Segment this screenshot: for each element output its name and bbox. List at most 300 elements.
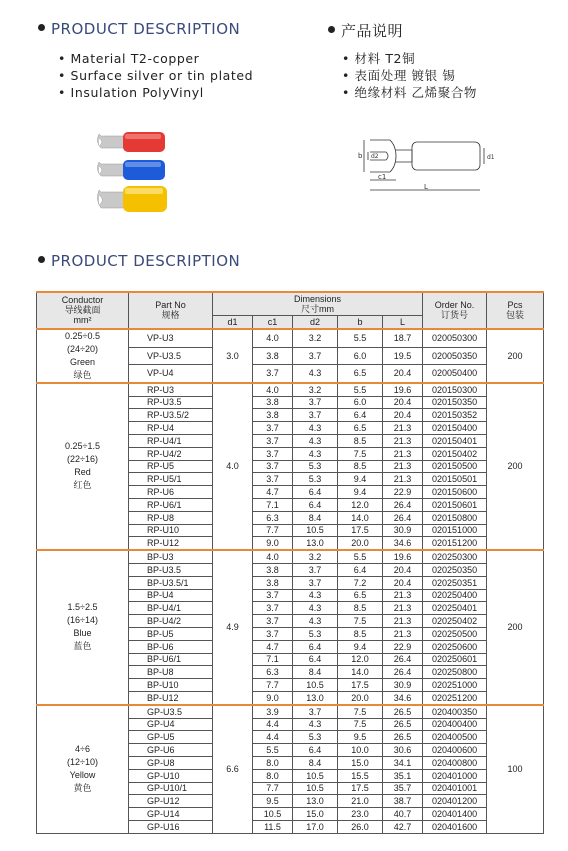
c1-cell: 11.5: [253, 820, 293, 833]
L-cell: 21.3: [383, 447, 423, 460]
d1-cell: 6.6: [213, 705, 253, 833]
b-cell: 6.5: [338, 365, 383, 383]
b-cell: 7.5: [338, 615, 383, 628]
header-d2: d2: [293, 316, 338, 329]
b-cell: 9.4: [338, 486, 383, 499]
c1-cell: 4.0: [253, 383, 293, 396]
part-no-cell: RP-U8: [129, 511, 213, 524]
part-no-cell: VP-U3: [129, 329, 213, 347]
header-part-en: Part No: [155, 300, 186, 311]
d2-cell: 8.4: [293, 511, 338, 524]
table-row: [37, 705, 544, 718]
b-cell: 12.0: [338, 653, 383, 666]
header-dims-cn: 尺寸mm: [301, 304, 335, 314]
order-no-cell: 020250500: [423, 627, 487, 640]
d2-cell: 4.3: [293, 422, 338, 435]
c1-cell: 4.4: [253, 731, 293, 744]
d2-cell: 10.5: [293, 782, 338, 795]
b-cell: 14.0: [338, 511, 383, 524]
L-cell: 38.7: [383, 795, 423, 808]
b-cell: 5.5: [338, 550, 383, 563]
order-no-cell: 020250600: [423, 640, 487, 653]
order-no-cell: 020400350: [423, 705, 487, 718]
header-conductor: [37, 292, 129, 329]
part-no-cell: BP-U12: [129, 691, 213, 704]
part-no-cell: RP-U6/1: [129, 498, 213, 511]
order-no-cell: 020400800: [423, 756, 487, 769]
part-no-cell: BP-U4: [129, 589, 213, 602]
part-no-cell: GP-U12: [129, 795, 213, 808]
c1-cell: 3.8: [253, 396, 293, 409]
order-no-cell: 020250300: [423, 550, 487, 563]
part-no-cell: GP-U3.5: [129, 705, 213, 718]
L-cell: 40.7: [383, 808, 423, 821]
header-c1: c1: [253, 316, 293, 329]
b-cell: 20.0: [338, 691, 383, 704]
part-no-cell: RP-U4/1: [129, 434, 213, 447]
section-title-cn-text: 产品说明: [341, 22, 404, 40]
header-conductor-cn: 导线截面: [64, 305, 101, 316]
d2-cell: 13.0: [293, 537, 338, 550]
part-no-cell: RP-U3: [129, 383, 213, 396]
L-cell: 35.1: [383, 769, 423, 782]
c1-cell: 7.7: [253, 524, 293, 537]
c1-cell: 3.7: [253, 447, 293, 460]
spec-item: • 材料 T2铜: [342, 51, 416, 66]
L-cell: 21.3: [383, 434, 423, 447]
order-no-cell: 020401400: [423, 808, 487, 821]
d1-cell: 3.0: [213, 329, 253, 383]
c1-cell: 9.0: [253, 537, 293, 550]
diagram-label-c1: c1: [378, 173, 387, 181]
L-cell: 30.9: [383, 679, 423, 692]
order-no-cell: 020150501: [423, 473, 487, 486]
b-cell: 7.5: [338, 705, 383, 718]
conductor-line: 绿色: [73, 369, 92, 380]
d2-cell: 3.7: [293, 396, 338, 409]
spec-table-body: [37, 329, 544, 833]
b-cell: 6.5: [338, 589, 383, 602]
conductor-line: (16÷14): [67, 615, 98, 626]
L-cell: 26.5: [383, 705, 423, 718]
diagram-label-b: b: [358, 152, 363, 160]
spec-item: • Insulation PolyVinyl: [58, 85, 204, 100]
order-no-cell: 020150401: [423, 434, 487, 447]
part-no-cell: GP-U10/1: [129, 782, 213, 795]
b-cell: 6.4: [338, 563, 383, 576]
c1-cell: 3.7: [253, 365, 293, 383]
b-cell: 15.5: [338, 769, 383, 782]
c1-cell: 3.8: [253, 576, 293, 589]
b-cell: 6.0: [338, 347, 383, 365]
conductor-line: 0.25÷1.5: [65, 441, 100, 452]
header-pcs: [487, 292, 544, 329]
b-cell: 6.4: [338, 409, 383, 422]
conductor-line: (24÷20): [67, 343, 98, 354]
order-no-cell: 020250351: [423, 576, 487, 589]
spec-item: • 绝缘材料 乙烯聚合物: [342, 85, 478, 100]
b-cell: 15.0: [338, 756, 383, 769]
header-dims-en: Dimensions: [294, 294, 342, 304]
conductor-line: Blue: [73, 628, 92, 639]
c1-cell: 3.8: [253, 563, 293, 576]
L-cell: 26.5: [383, 718, 423, 731]
c1-cell: 4.0: [253, 329, 293, 347]
section-title-en: [38, 20, 240, 38]
c1-cell: 3.7: [253, 422, 293, 435]
conductor-line: Yellow: [69, 770, 96, 781]
L-cell: 21.3: [383, 602, 423, 615]
d2-cell: 5.3: [293, 460, 338, 473]
d2-cell: 4.3: [293, 615, 338, 628]
d1-cell: 4.9: [213, 550, 253, 705]
header-conductor-unit: mm²: [73, 315, 92, 326]
header-order-cn: 订货号: [441, 310, 469, 321]
d2-cell: 5.3: [293, 627, 338, 640]
part-no-cell: GP-U16: [129, 820, 213, 833]
part-no-cell: GP-U14: [129, 808, 213, 821]
part-no-cell: BP-U10: [129, 679, 213, 692]
d2-cell: 4.3: [293, 434, 338, 447]
L-cell: 42.7: [383, 820, 423, 833]
c1-cell: 7.7: [253, 782, 293, 795]
part-no-cell: RP-U10: [129, 524, 213, 537]
d2-cell: 4.3: [293, 589, 338, 602]
L-cell: 21.3: [383, 460, 423, 473]
b-cell: 7.5: [338, 447, 383, 460]
header-order: [423, 292, 487, 329]
d2-cell: 6.4: [293, 640, 338, 653]
order-no-cell: 020400600: [423, 744, 487, 757]
c1-cell: 3.7: [253, 615, 293, 628]
d2-cell: 13.0: [293, 795, 338, 808]
part-no-cell: BP-U6/1: [129, 653, 213, 666]
pcs-cell: 200: [487, 329, 544, 383]
conductor-line: 1.5÷2.5: [67, 602, 98, 613]
order-no-cell: 020151200: [423, 537, 487, 550]
order-no-cell: 020401000: [423, 769, 487, 782]
d2-cell: 6.4: [293, 498, 338, 511]
L-cell: 19.6: [383, 383, 423, 396]
d2-cell: 8.4: [293, 756, 338, 769]
d2-cell: 13.0: [293, 691, 338, 704]
L-cell: 20.4: [383, 396, 423, 409]
b-cell: 23.0: [338, 808, 383, 821]
part-no-cell: RP-U4: [129, 422, 213, 435]
b-cell: 8.5: [338, 434, 383, 447]
b-cell: 17.5: [338, 679, 383, 692]
header-part-cn: 规格: [161, 310, 180, 321]
header-pcs-en: Pcs: [507, 300, 523, 311]
c1-cell: 7.1: [253, 498, 293, 511]
c1-cell: 7.1: [253, 653, 293, 666]
conductor-line: (12÷10): [67, 757, 98, 768]
order-no-cell: 020400400: [423, 718, 487, 731]
order-no-cell: 020251200: [423, 691, 487, 704]
c1-cell: 3.9: [253, 705, 293, 718]
terminals-photo: [95, 128, 175, 218]
c1-cell: 3.8: [253, 347, 293, 365]
order-no-cell: 020401200: [423, 795, 487, 808]
order-no-cell: 020150352: [423, 409, 487, 422]
terminal-dimension-diagram: [350, 128, 500, 196]
header-dimensions: [213, 292, 423, 316]
part-no-cell: BP-U3.5: [129, 563, 213, 576]
c1-cell: 5.5: [253, 744, 293, 757]
d2-cell: 6.4: [293, 653, 338, 666]
spec-item: • Surface silver or tin plated: [58, 68, 254, 83]
part-no-cell: VP-U3.5: [129, 347, 213, 365]
section-title-cn: [328, 20, 403, 41]
L-cell: 22.9: [383, 486, 423, 499]
d2-cell: 4.3: [293, 365, 338, 383]
L-cell: 21.3: [383, 627, 423, 640]
part-no-cell: RP-U12: [129, 537, 213, 550]
c1-cell: 6.3: [253, 666, 293, 679]
b-cell: 14.0: [338, 666, 383, 679]
d2-cell: 3.2: [293, 383, 338, 396]
L-cell: 26.5: [383, 731, 423, 744]
table-row: [37, 550, 544, 563]
conductor-line: 红色: [73, 480, 92, 491]
order-no-cell: 020250400: [423, 589, 487, 602]
pcs-cell: 100: [487, 705, 544, 833]
L-cell: 26.4: [383, 498, 423, 511]
header-d1: d1: [213, 316, 253, 329]
part-no-cell: GP-U6: [129, 744, 213, 757]
order-no-cell: 020050350: [423, 347, 487, 365]
c1-cell: 3.7: [253, 589, 293, 602]
part-no-cell: VP-U4: [129, 365, 213, 383]
d2-cell: 10.5: [293, 769, 338, 782]
part-no-cell: BP-U3: [129, 550, 213, 563]
c1-cell: 8.0: [253, 769, 293, 782]
order-no-cell: 020150500: [423, 460, 487, 473]
c1-cell: 4.0: [253, 550, 293, 563]
L-cell: 21.3: [383, 615, 423, 628]
b-cell: 5.5: [338, 383, 383, 396]
order-no-cell: 020401001: [423, 782, 487, 795]
c1-cell: 4.7: [253, 640, 293, 653]
L-cell: 20.4: [383, 365, 423, 383]
c1-cell: 6.3: [253, 511, 293, 524]
table-row: [37, 383, 544, 396]
b-cell: 8.5: [338, 460, 383, 473]
c1-cell: 3.7: [253, 627, 293, 640]
d2-cell: 5.3: [293, 731, 338, 744]
part-no-cell: BP-U4/1: [129, 602, 213, 615]
d2-cell: 4.3: [293, 718, 338, 731]
order-no-cell: 020250601: [423, 653, 487, 666]
L-cell: 21.3: [383, 473, 423, 486]
part-no-cell: GP-U8: [129, 756, 213, 769]
conductor-cell: [37, 705, 129, 833]
d2-cell: 3.7: [293, 409, 338, 422]
section-title-en-text: PRODUCT DESCRIPTION: [51, 20, 241, 38]
conductor-line: 0.25÷0.5: [65, 330, 100, 341]
L-cell: 20.4: [383, 576, 423, 589]
conductor-cell: [37, 383, 129, 550]
L-cell: 19.5: [383, 347, 423, 365]
d2-cell: 3.7: [293, 347, 338, 365]
conductor-line: 黄色: [73, 783, 92, 794]
b-cell: 10.0: [338, 744, 383, 757]
b-cell: 9.4: [338, 473, 383, 486]
L-cell: 34.1: [383, 756, 423, 769]
L-cell: 19.6: [383, 550, 423, 563]
spec-table: [36, 291, 544, 834]
c1-cell: 9.5: [253, 795, 293, 808]
header-part: [129, 292, 213, 329]
c1-cell: 3.7: [253, 602, 293, 615]
b-cell: 6.0: [338, 396, 383, 409]
pcs-cell: 200: [487, 550, 544, 705]
order-no-cell: 020150600: [423, 486, 487, 499]
b-cell: 5.5: [338, 329, 383, 347]
L-cell: 26.4: [383, 666, 423, 679]
header-conductor-en: Conductor: [61, 295, 104, 306]
d2-cell: 3.7: [293, 576, 338, 589]
c1-cell: 4.7: [253, 486, 293, 499]
conductor-cell: [37, 550, 129, 705]
order-no-cell: 020150400: [423, 422, 487, 435]
section2-title-text: PRODUCT DESCRIPTION: [51, 252, 241, 270]
yellow-terminal: [97, 186, 167, 212]
part-no-cell: RP-U4/2: [129, 447, 213, 460]
header-b: b: [338, 316, 383, 329]
L-cell: 21.3: [383, 422, 423, 435]
conductor-line: (22÷16): [67, 454, 98, 465]
order-no-cell: 020250350: [423, 563, 487, 576]
b-cell: 8.5: [338, 602, 383, 615]
b-cell: 8.5: [338, 627, 383, 640]
diagram-label-d1: d1: [487, 154, 495, 161]
d2-cell: 10.5: [293, 679, 338, 692]
blue-terminal: [97, 160, 165, 180]
bullet-dot-icon: [38, 24, 45, 31]
L-cell: 20.4: [383, 563, 423, 576]
d2-cell: 3.2: [293, 329, 338, 347]
d1-cell: 4.0: [213, 383, 253, 550]
diagram-label-d2: d2: [371, 153, 379, 160]
c1-cell: 3.7: [253, 460, 293, 473]
order-no-cell: 020250800: [423, 666, 487, 679]
table-row: [37, 329, 544, 347]
b-cell: 9.4: [338, 640, 383, 653]
d2-cell: 4.3: [293, 447, 338, 460]
order-no-cell: 020050400: [423, 365, 487, 383]
part-no-cell: GP-U5: [129, 731, 213, 744]
order-no-cell: 020250402: [423, 615, 487, 628]
d2-cell: 17.0: [293, 820, 338, 833]
pcs-cell: 200: [487, 383, 544, 550]
header-L: L: [383, 316, 423, 329]
order-no-cell: 020400500: [423, 731, 487, 744]
c1-cell: 7.7: [253, 679, 293, 692]
order-no-cell: 020050300: [423, 329, 487, 347]
order-no-cell: 020150300: [423, 383, 487, 396]
L-cell: 30.9: [383, 524, 423, 537]
order-no-cell: 020250401: [423, 602, 487, 615]
b-cell: 12.0: [338, 498, 383, 511]
L-cell: 26.4: [383, 653, 423, 666]
conductor-line: 4÷6: [75, 744, 90, 755]
b-cell: 17.5: [338, 524, 383, 537]
bullet-dot-icon: [38, 256, 45, 263]
L-cell: 18.7: [383, 329, 423, 347]
L-cell: 26.4: [383, 511, 423, 524]
order-no-cell: 020150601: [423, 498, 487, 511]
diagram-label-L: L: [424, 183, 428, 191]
order-no-cell: 020151000: [423, 524, 487, 537]
L-cell: 20.4: [383, 409, 423, 422]
d2-cell: 3.7: [293, 705, 338, 718]
L-cell: 21.3: [383, 589, 423, 602]
spec-item: • Material T2-copper: [58, 51, 200, 66]
red-terminal: [97, 132, 165, 152]
section2-title: [38, 252, 240, 270]
conductor-line: 蓝色: [73, 641, 92, 652]
order-no-cell: 020150402: [423, 447, 487, 460]
part-no-cell: BP-U5: [129, 627, 213, 640]
d2-cell: 4.3: [293, 602, 338, 615]
c1-cell: 3.8: [253, 409, 293, 422]
conductor-cell: [37, 329, 129, 383]
part-no-cell: RP-U6: [129, 486, 213, 499]
part-no-cell: GP-U4: [129, 718, 213, 731]
part-no-cell: BP-U8: [129, 666, 213, 679]
L-cell: 22.9: [383, 640, 423, 653]
order-no-cell: 020251000: [423, 679, 487, 692]
c1-cell: 8.0: [253, 756, 293, 769]
d2-cell: 3.7: [293, 563, 338, 576]
part-no-cell: BP-U3.5/1: [129, 576, 213, 589]
part-no-cell: BP-U6: [129, 640, 213, 653]
d2-cell: 15.0: [293, 808, 338, 821]
d2-cell: 3.2: [293, 550, 338, 563]
order-no-cell: 020401600: [423, 820, 487, 833]
L-cell: 30.6: [383, 744, 423, 757]
header-pcs-cn: 包装: [506, 310, 525, 321]
b-cell: 17.5: [338, 782, 383, 795]
c1-cell: 4.4: [253, 718, 293, 731]
order-no-cell: 020150350: [423, 396, 487, 409]
L-cell: 34.6: [383, 537, 423, 550]
part-no-cell: RP-U5: [129, 460, 213, 473]
c1-cell: 10.5: [253, 808, 293, 821]
header-order-en: Order No.: [434, 300, 475, 311]
d2-cell: 6.4: [293, 744, 338, 757]
spec-list-en: [58, 50, 253, 101]
c1-cell: 3.7: [253, 434, 293, 447]
d2-cell: 8.4: [293, 666, 338, 679]
L-cell: 35.7: [383, 782, 423, 795]
L-cell: 34.6: [383, 691, 423, 704]
b-cell: 20.0: [338, 537, 383, 550]
conductor-line: Red: [74, 467, 91, 478]
conductor-line: Green: [69, 356, 95, 367]
order-no-cell: 020150800: [423, 511, 487, 524]
d2-cell: 5.3: [293, 473, 338, 486]
part-no-cell: RP-U3.5: [129, 396, 213, 409]
b-cell: 7.2: [338, 576, 383, 589]
spec-item: • 表面处理 镀银 锡: [342, 68, 456, 83]
c1-cell: 3.7: [253, 473, 293, 486]
part-no-cell: RP-U3.5/2: [129, 409, 213, 422]
b-cell: 26.0: [338, 820, 383, 833]
b-cell: 6.5: [338, 422, 383, 435]
b-cell: 21.0: [338, 795, 383, 808]
